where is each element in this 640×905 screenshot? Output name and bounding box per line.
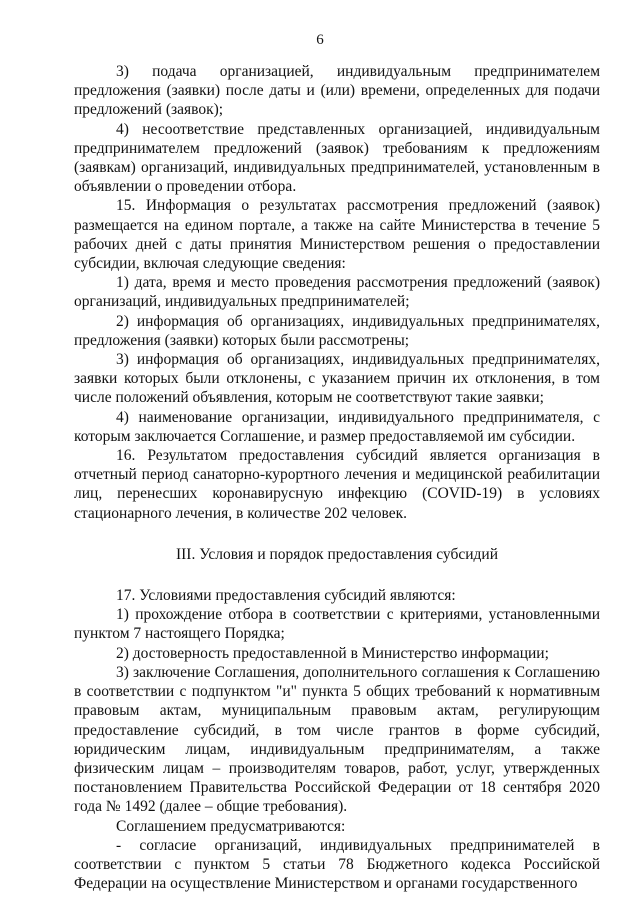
paragraph: 2) информация об организациях, индивидуальных предпринимателях, предложения (заявки) которых были рассмотрены;	[74, 312, 600, 349]
paragraph: 3) информация об организациях, индивидуальных предпринимателях, заявки которых были отклонены, с указанием причин их отклонения, в том числе положений объявления, которым не соответствуют такие заявки;	[74, 351, 600, 407]
paragraph: 4) наименование организации, индивидуального предпринимателя, с которым заключается Соглашение, и размер предоставляемой им субсидии.	[74, 408, 600, 445]
paragraph: Соглашением предусматриваются:	[116, 817, 346, 835]
paragraph: 1) прохождение отбора в соответствии с критериями, установленными пунктом 7 настоящего Порядка;	[74, 606, 600, 643]
paragraph: 1) дата, время и место проведения рассмотрения предложений (заявок) организаций, индивидуальных предпринимателей;	[74, 274, 600, 311]
paragraph: - согласие организаций, индивидуальных предпринимателей в соответствии с пунктом 5 статьи 78 Бюджетного кодекса Российской Федерации на осуществление Министерством и органами государственного	[74, 836, 600, 893]
paragraph: 2) достоверность предоставленной в Министерство информации;	[116, 644, 549, 662]
paragraph: 15. Информация о результатах рассмотрения предложений (заявок) размещается на едином портале, а также на сайте Министерства в течение 5 рабочих дней с даты принятия Министерством решения о предоставлении субсидии, включая следующие сведения:	[74, 197, 600, 273]
paragraph: 16. Результатом предоставления субсидий является организация в отчетный период санаторно-курортного лечения и медицинской реабилитации лиц, перенесших коронавирусную инфекцию (COVID-19) в условиях стационарного лечения, в количестве 202 человек.	[74, 447, 600, 522]
paragraph: 4) несоответствие представленных организацией, индивидуальным предпринимателем предложений (заявок) требованиям к предложениям (заявкам) организаций, индивидуальных предпринимателей, установленным в объявлении о проведении отбора.	[74, 120, 600, 196]
paragraph: 3) заключение Соглашения, дополнительного соглашения к Соглашению в соответствии с подпунктом "и" пункта 5 общих требований к нормативным правовым актам, муниципальным правовым актам, регулирующим предоставление субсидий, в том числе грантов в форме субсидий, юридическим лицам, индивидуальным предпринимателям, а также физическим лицам – производителям товаров, работ, услуг, утвержденных постановлением Правительства Российской Федерации от 18 сентября 2020 года № 1492 (далее – общие требования).	[74, 663, 600, 816]
section-heading: III. Условия и порядок предоставления субсидий	[175, 545, 498, 563]
paragraph: 3) подача организацией, индивидуальным предпринимателем предложения (заявки) после даты и (или) времени, определенных для подачи предложений (заявок);	[74, 63, 600, 119]
page-number: 6	[316, 32, 324, 48]
document-body	[74, 62, 600, 893]
paragraph: 17. Условиями предоставления субсидий являются:	[116, 587, 456, 605]
